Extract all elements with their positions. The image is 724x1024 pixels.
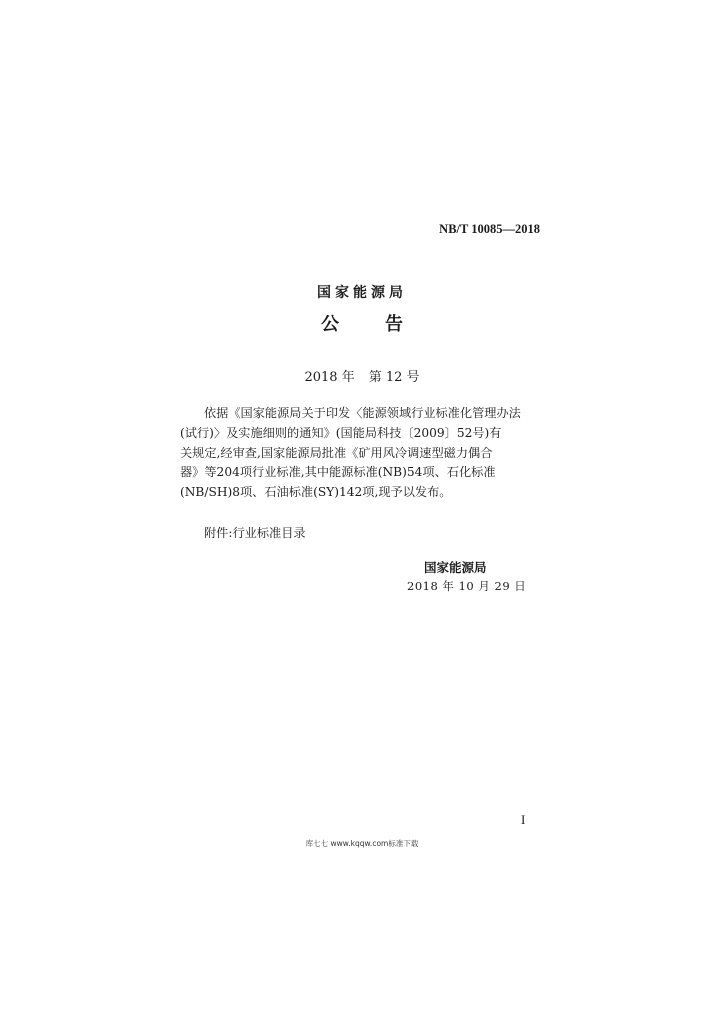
attachment-note: 附件:行业标准目录 [204, 526, 306, 540]
body-line: (试行)〉及实施细则的通知》(国能局科技〔2009〕52号)有 [180, 425, 502, 440]
standard-number: NB/T 10085—2018 [439, 222, 540, 236]
body-line: 依据《国家能源局关于印发〈能源领域行业标准化管理办法 [204, 406, 521, 420]
notice-body [180, 404, 542, 503]
issuing-agency: 国家能源局 [317, 285, 407, 301]
signature-agency: 国家能源局 [424, 560, 487, 575]
body-line: 关规定,经审查,国家能源局批准《矿用风冷调速型磁力偶合 [180, 445, 493, 460]
issue-line [0, 366, 724, 385]
title-char-1: 公 [321, 314, 339, 335]
page-number: I [521, 812, 526, 827]
signature-date: 2018 年 10 月 29 日 [407, 579, 527, 593]
body-line: (NB/SH)8项、石油标准(SY)142项,现予以发布。 [180, 485, 452, 500]
body-line: 器》等204项行业标准,其中能源标准(NB)54项、石化标准 [180, 465, 496, 480]
issue-number: 第 12 号 [368, 370, 420, 385]
title-char-2: 告 [385, 314, 403, 335]
footer-watermark: 库七七 www.kqqw.com标准下载 [305, 839, 419, 848]
notice-title [0, 310, 724, 336]
issue-year: 2018 年 [304, 370, 355, 385]
